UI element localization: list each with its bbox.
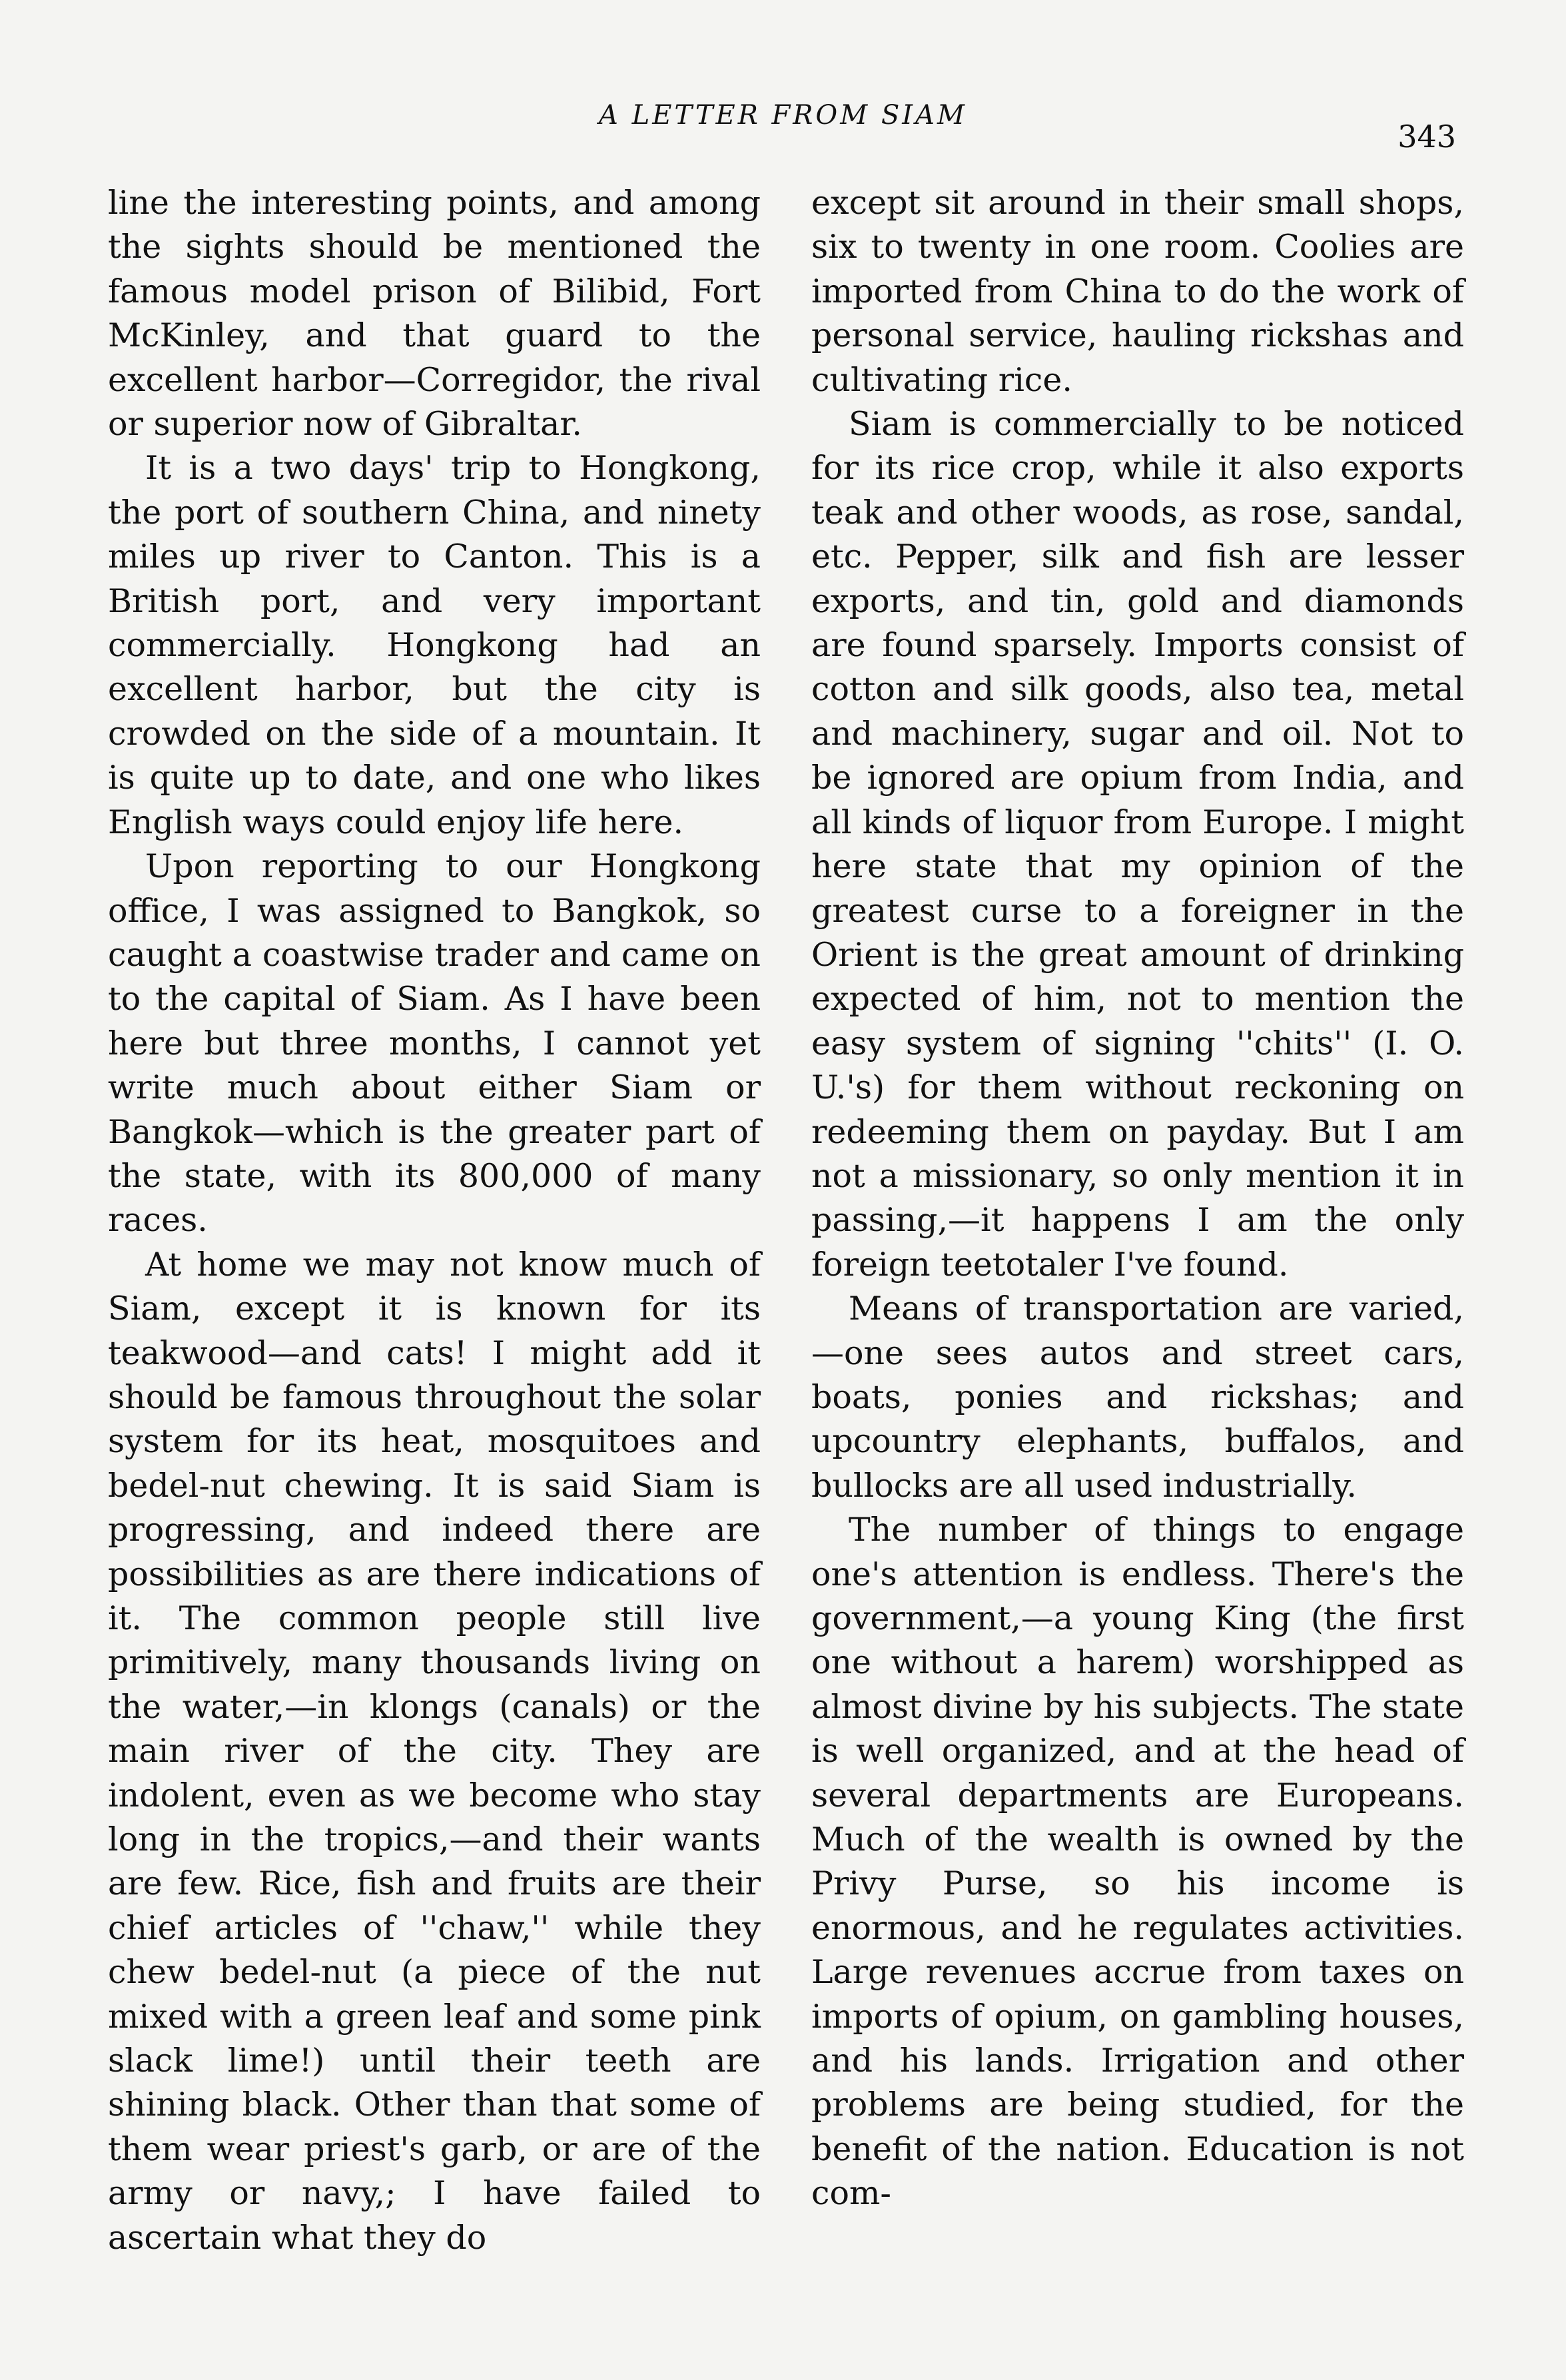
paragraph: Upon reporting to our Hongkong office, I was assigned to Bangkok, so caught a coastwise trader and came on to the capital of Siam. As I have been here but three months, I cannot yet write much about either Siam or Bangkok—which is the greater part of the state, with its 800,000 of many races. — [108, 847, 761, 1240]
paragraph: The number of things to engage one's attention is endless. There's the government,—a young King (the first one without a harem) worshipped as almost divine by his subjects. The state is well organized, and at the head of several departments are Europeans. Much of the wealth is owned by the Privy Purse, so his income is enormous, and he regulates activities. Large revenues accrue from taxes on imports of opium, on gambling houses, and his lands. Irrigation and other problems are being studied, for the benefit of the nation. Education is not com- — [811, 1511, 1464, 2213]
paragraph: except sit around in their small shops, six to twenty in one room. Coolies are imported from China to do the work of personal service, hauling rickshas and cultivating rice. — [811, 184, 1464, 399]
paragraph: Siam is commercially to be noticed for its rice crop, while it also exports teak and other woods, as rose, sandal, etc. Pepper, silk and fish are lesser exports, and tin, gold and diamonds are found sparsely. Imports consist of cotton and silk goods, also tea, metal and machinery, sugar and oil. Not to be ignored are opium from India, and all kinds of liquor from Europe. I might here state that my opinion of the greatest curse to a foreigner in the Orient is the great amount of drinking expected of him, not to mention the easy system of signing ''chits'' (I. O. U.'s) for them without reckoning on redeeming them on payday. But I am not a missionary, so only mention it in passing,—it happens I am the only foreign teetotaler I've found. — [811, 405, 1464, 1284]
page-number: 343 — [1397, 119, 1456, 155]
paragraph: At home we may not know much of Siam, except it is known for its teakwood—and cats! I might add it should be famous throughout the solar system for its heat, mosquitoes and bedel-nut chewing. It is said Siam is progressing, and indeed there are possibilities as are there indications of it. The common people still live primitively, many thousands living on the water,—in klongs (canals) or the main river of the city. They are indolent, even as we become who stay long in the tropics,—and their wants are few. Rice, fish and fruits are their chief articles of ''chaw,'' while they chew bedel-nut (a piece of the nut mixed with a green leaf and some pink slack lime!) until their teeth are shining black. Other than that some of them wear priest's garb, or are of the army or navy,; I have failed to ascertain what they do — [108, 1245, 761, 2257]
paragraph: line the interesting points, and among the sights should be mentioned the famous model prison of Bilibid, Fort McKinley, and that guard to the excellent harbor—Corregidor, the rival or superior now of Gibraltar. — [108, 184, 761, 444]
paragraph: It is a two days' trip to Hongkong, the port of southern China, and ninety miles up river to Canton. This is a British port, and very important commercially. Hongkong had an excellent harbor, but the city is crowded on the side of a mountain. It is quite up to date, and one who likes English ways could enjoy life here. — [108, 449, 761, 841]
left-column — [108, 181, 761, 2260]
right-column — [811, 181, 1464, 2216]
running-head: A LETTER FROM SIAM — [599, 100, 967, 131]
paragraph: Means of transportation are varied, —one sees autos and street cars, boats, ponies and rickshas; and upcountry elephants, buffalos, and bullocks are all used industrially. — [811, 1290, 1464, 1505]
